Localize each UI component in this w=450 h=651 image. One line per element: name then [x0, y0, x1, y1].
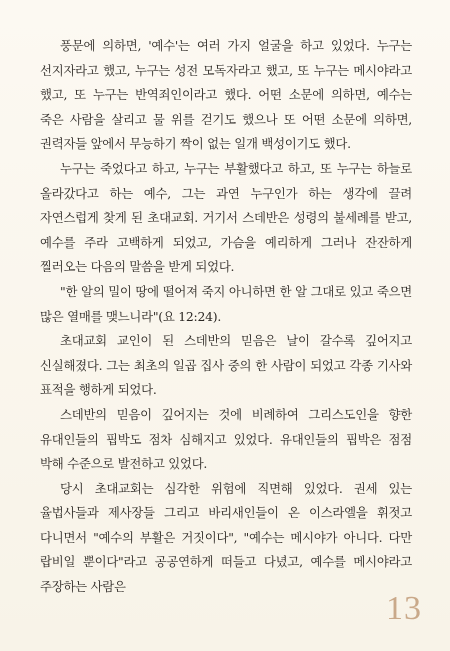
paragraph-5: 스데반의 믿음이 깊어지는 것에 비례하여 그리스도인을 향한 유대인들의 핍박도 점차 심해지고 있었다. 유대인들의 핍박은 점점 박해 수준으로 발전하고 있었다. [40, 406, 412, 472]
page-number: 13 [386, 590, 422, 627]
paragraph-1: 풍문에 의하면, '예수'는 여러 가지 얼굴을 하고 있었다. 누구는 선지자라고 했고, 누구는 성전 모독자라고 했고, 또 누구는 메시야라고 했고, 또 누구는 반역죄인이라고 했다. 어떤 소문에 의하면, 예수는 죽은 사람을 살리고 물 위를 걷기도 했으나 또 어떤 소문에 의하면, 권력자들 앞에서 무능하기 짝이 없는 일개 백성이기도 했다. [40, 38, 412, 152]
paragraph-3: "한 알의 밀이 땅에 떨어져 죽지 아니하면 한 알 그대로 있고 죽으면 많은 열매를 맺느니라"(요 12:24). [40, 283, 412, 324]
body-text [40, 34, 412, 600]
paragraph-4: 초대교회 교인이 된 스데반의 믿음은 날이 갈수록 깊어지고 신실해졌다. 그는 최초의 일곱 집사 중의 한 사람이 되었고 각종 기사와 표적을 행하게 되었다. [40, 333, 412, 398]
paragraph-6: 당시 초대교회는 심각한 위험에 직면해 있었다. 권세 있는 율법사들과 제사장들 그리고 바리새인들이 온 이스라엘을 휘젓고 다니면서 "예수의 부활은 거짓이다", "예수는 메시야가 아니다. 다만 랍비일 뿐이다"라고 공공연하게 떠들고 다녔고, 예수를 메시야라고 주장하는 사람은 [40, 480, 412, 595]
paragraph-2: 누구는 죽었다고 하고, 누구는 부활했다고 하고, 또 누구는 하늘로 올라갔다고 하는 예수, 그는 과연 누구인가 하는 생각에 끌려 자연스럽게 찾게 된 초대교회. 거기서 스데반은 성령의 불세례를 받고, 예수를 주라 고백하게 되었고, 가슴을 예리하게 그러나 잔잔하게 찔러오는 다음의 말씀을 받게 되었다. [40, 160, 412, 275]
